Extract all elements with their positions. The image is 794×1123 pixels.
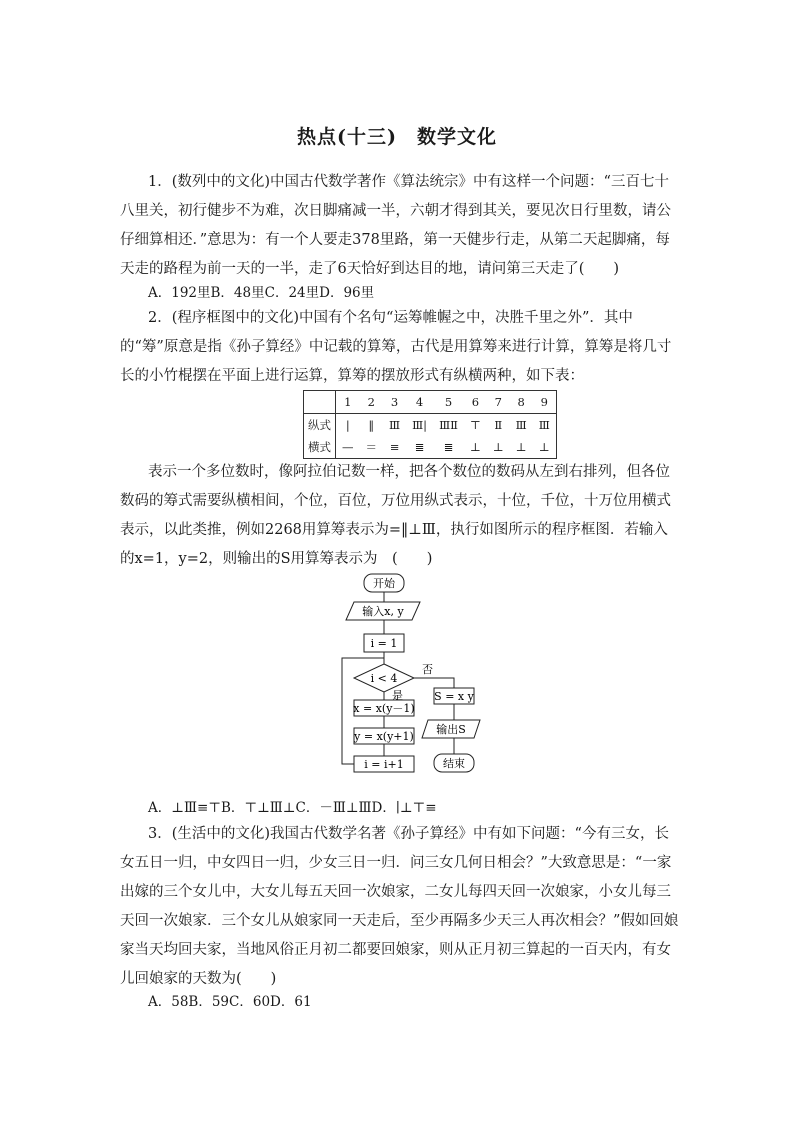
table-header-cell: 5 [433,391,464,414]
table-header-cell: 8 [510,391,533,414]
question-3-text: 3．(生活中的文化)我国古代数学名著《孙子算经》中有如下问题：“今有三女，长女五日一归，中女四日一归，少女三日一归．问三女几何日相会？”大致意思是：“一家出嫁的三个女儿中，大女儿每五天回一次娘家，二女儿每四天回一次娘家，小女儿每三天回一次娘家．三个女儿从娘家同一天走后，至少再隔多少天三人再次相会？”假如回娘家当天均回夫家，当地风俗正月初二都要回娘家，则从正月初三算起的一百天内，有女儿回娘家的天数为( ) [120,826,679,987]
question-1-options: A．192里B．48里C．24里D．96里 [148,285,375,301]
table-header-cell: 7 [487,391,510,414]
table-cell: ⊥ [538,440,550,454]
question-2-text-continued: 表示一个多位数时，像阿拉伯记数一样，把各个数位的数码从左到右排列，但各位数码的筹式需要纵横相间，个位，百位，万位用纵式表示，十位，千位，十万位用横式表示，以此类推，例如2268用算筹表示为=‖⊥Ⅲ，执行如图所示的程序框图．若输入的x=1，y=2，则输出的S用算筹表示为 ( ) [120,464,671,567]
question-2-options: A．⊥Ⅲ≡⊤B．⊤⊥Ⅲ⊥C．－Ⅲ⊥ⅢD．∣⊥⊤≡ [148,800,437,816]
table-header-cell: 6 [464,391,487,414]
table-cell: Ⅲ [538,418,550,432]
table-header-cell: 2 [360,391,384,414]
table-cell: ⊥ [492,440,504,454]
table-header-cell: 4 [406,391,433,414]
table-header-cell: 1 [336,391,360,414]
table-row-vertical [304,414,557,437]
table-cell: — [342,440,354,454]
table-header-cell: 3 [383,391,406,414]
counting-rod-table [303,390,557,459]
flowchart-end-label: 结束 [443,757,465,770]
table-cell: ＝ [365,440,377,454]
flowchart-output-label: 输出S [436,723,466,736]
question-2-text: 2．(程序框图中的文化)中国有个名句“运筹帷幄之中，决胜千里之外”．其中的“筹”原意是指《孙子算经》中记载的算筹，古代是用算筹来进行计算，算筹是将几寸长的小竹棍摆在平面上进行运算，算筹的摆放形式有纵横两种，如下表： [120,310,672,384]
table-cell: | [345,418,350,432]
flowchart-yes-label: 是 [392,689,403,702]
flowchart-assign-label: S = x y [434,690,474,703]
table-row-horizontal [304,436,557,459]
table-cell: ⊥ [469,440,481,454]
flowchart-input-label: 输入x, y [362,605,404,618]
flowchart-step-x-label: x = x(y－1) [353,702,415,715]
table-cell: ≣ [414,440,425,454]
table-cell: ≣ [443,440,454,454]
question-1-text: 1．(数列中的文化)中国古代数学著作《算法统宗》中有这样一个问题：“三百七十八里关，初行健步不为难，次日脚痛减一半，六朝才得到其关，要见次日行里数，请公仔细算相还．”意思为：有一个人要走378里路，第一天健步行走，从第二天起脚痛，每天走的路程为前一天的一半，走了6天恰好到达目的地，请问第三天走了( ) [120,174,671,277]
flowchart-no-label: 否 [422,663,433,676]
flowchart-condition-label: i < 4 [370,672,398,685]
table-header-cell: 9 [533,391,557,414]
table-cell: Ⅲ [515,418,527,432]
table-header-row [304,391,557,414]
table-cell: ⊥ [515,440,527,454]
row-label: 纵式 [304,414,336,437]
row-label: 横式 [304,436,336,459]
flowchart-step-i-label: i = i+1 [364,758,404,771]
question-3-options: A．58B．59C．60D．61 [148,994,312,1010]
flowchart-init-label: i = 1 [370,637,398,650]
page-title: 热点(十三) 数学文化 [297,126,497,148]
table-cell: ≡ [389,440,400,454]
table-cell: ⊤ [469,418,481,432]
table-cell: ‖ [368,418,375,432]
flowchart-start-label: 开始 [373,577,395,590]
table-cell: Ⅲ [389,418,401,432]
table-cell: ⅢⅡ [439,418,458,432]
table-corner [304,391,336,414]
flowchart [330,570,510,785]
flowchart-step-y-label: y = x(y+1) [354,730,414,743]
table-cell: Ⅲ| [412,418,428,432]
table-cell: Ⅱ [494,418,503,432]
